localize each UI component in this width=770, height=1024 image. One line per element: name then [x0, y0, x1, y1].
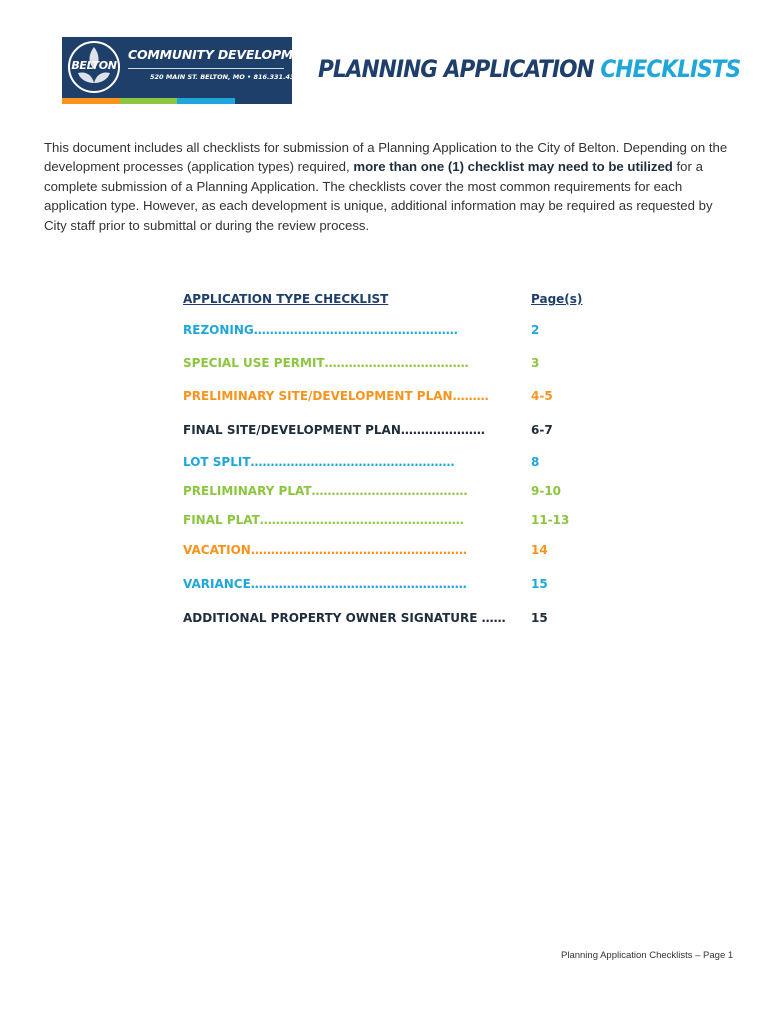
toc-row-pages: 8: [531, 455, 540, 469]
toc-row-pages: 2: [531, 323, 540, 337]
toc-row-pages: 6-7: [531, 423, 553, 437]
toc-row-pages: 9-10: [531, 484, 562, 498]
header-application-type: APPLICATION TYPE CHECKLIST: [183, 292, 389, 306]
toc-row-label: ADDITIONAL PROPERTY OWNER SIGNATURE ……: [183, 611, 506, 625]
intro-text-before: This document includes all checklists for submission of a Planning Application to the City of Belton. Depending on the development processes (application types) required,: [44, 140, 728, 175]
toc-row-label: PRELIMINARY PLAT…………………………………: [183, 484, 468, 498]
toc-row-pages: 15: [531, 577, 548, 591]
stripe-navy: [235, 98, 293, 104]
stripe-orange: [62, 98, 120, 104]
toc-row-label: PRELIMINARY SITE/DEVELOPMENT PLAN………: [183, 389, 489, 403]
page-footer: Planning Application Checklists – Page 1: [561, 950, 734, 961]
toc-row-pages: 11-13: [531, 513, 570, 527]
intro-bold: more than one (1) checklist may need to be utilized: [353, 159, 673, 175]
toc-row-label: FINAL SITE/DEVELOPMENT PLAN…………………: [183, 423, 485, 437]
logo-title: COMMUNITY DEVELOPMENT: [128, 47, 321, 62]
title-part-2: CHECKLISTS: [600, 55, 741, 83]
logo-wordmark: BELTON: [71, 59, 117, 72]
header-pages: Page(s): [531, 292, 583, 306]
toc-row-label: SPECIAL USE PERMIT………………………………: [183, 356, 469, 370]
toc-row-label: FINAL PLAT……………………………………………: [183, 513, 464, 527]
toc-row-pages: 4-5: [531, 389, 553, 403]
logo-divider: [128, 68, 284, 69]
belton-community-development-logo: [62, 37, 321, 104]
stripe-blue: [177, 98, 235, 104]
toc-row-pages: 15: [531, 611, 548, 625]
toc-row-pages: 14: [531, 543, 548, 557]
page-title: [318, 55, 740, 83]
toc-row-label: VACATION………………………………………………: [183, 543, 467, 557]
logo-address: 520 MAIN ST. BELTON, MO • 816.331.4331: [150, 73, 304, 81]
intro-paragraph: [44, 138, 734, 235]
stripe-green: [120, 98, 178, 104]
toc-row-label: LOT SPLIT……………………………………………: [183, 455, 455, 469]
toc-row-label: REZONING……………………………………………: [183, 323, 458, 337]
logo-color-stripes: [62, 98, 292, 104]
toc-row-label: VARIANCE………………………………………………: [183, 577, 467, 591]
intro-text-after: for a complete submission of a Planning Application. The checklists cover the most common requirements for each application type. However, as each development is unique, additional information may be required as requested by City staff prior to submittal or during the review process.: [44, 159, 713, 233]
toc-row-pages: 3: [531, 356, 540, 370]
title-part-1: PLANNING APPLICATION: [318, 55, 594, 83]
